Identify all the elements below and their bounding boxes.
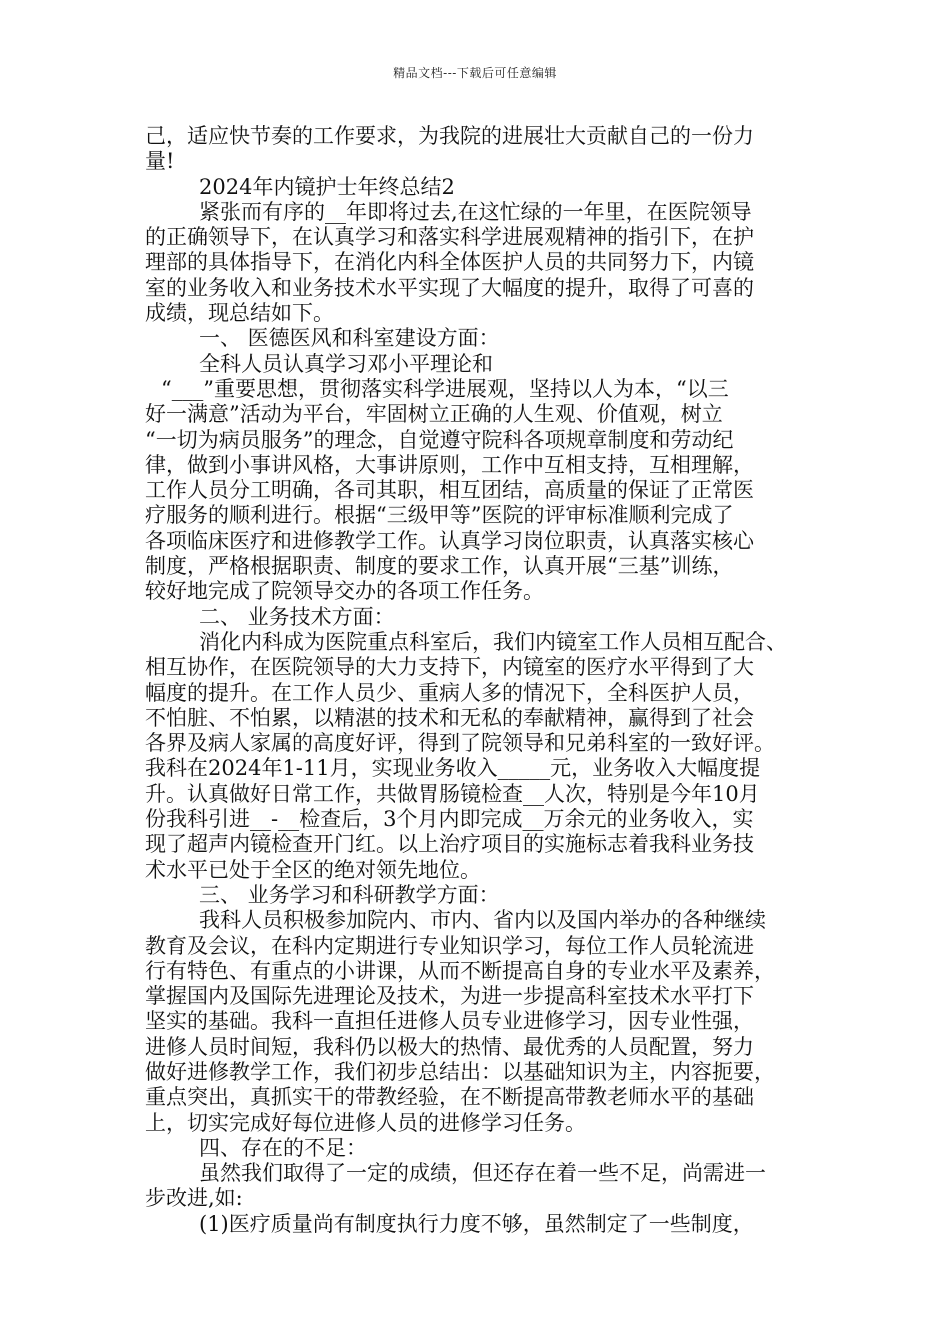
- text-line: 2024年内镜护士年终总结2: [199, 174, 455, 199]
- text-line: 行有特色、有重点的小讲课，从而不断提高自身的专业水平及素养，: [145, 958, 775, 983]
- text-line: 现了超声内镜检查开门红。以上治疗项目的实施标志着我科业务技: [145, 832, 754, 857]
- text-line: 紧张而有序的__年即将过去,在这忙绿的一年里，在医院领导: [199, 199, 752, 224]
- text-line: 律，做到小事讲风格，大事讲原则，工作中互相支持，互相理解，: [145, 452, 754, 477]
- text-line: 各界及病人家属的高度好评，得到了院领导和兄弟科室的一致好评。: [145, 731, 775, 756]
- text-line: 幅度的提升。在工作人员少、重病人多的情况下，全科医护人员，: [145, 680, 754, 705]
- text-line: 重点突出，真抓实干的带教经验，在不断提高带教老师水平的基础: [145, 1085, 754, 1110]
- text-line: 室的业务收入和业务技术水平实现了大幅度的提升，取得了可喜的: [145, 275, 754, 300]
- text-line: 二、 业务技术方面：: [199, 604, 395, 629]
- text-line: 工作人员分工明确，各司其职，相互团结，高质量的保证了正常医: [145, 478, 754, 503]
- text-line: 一、 医德医风和科室建设方面：: [199, 326, 500, 351]
- text-line: 的正确领导下，在认真学习和落实科学进展观精神的指引下，在护: [145, 225, 754, 250]
- text-line: 教育及会议，在科内定期进行专业知识学习，每位工作人员轮流进: [145, 933, 754, 958]
- text-line: 各项临床医疗和进修教学工作。认真学习岗位职责，认真落实核心: [145, 528, 754, 553]
- text-line: (1)医疗质量尚有制度执行力度不够，虽然制定了一些制度，: [199, 1211, 754, 1236]
- text-line: 消化内科成为医院重点科室后，我们内镜室工作人员相互配合、: [199, 629, 787, 654]
- text-line: 步改进,如:: [145, 1186, 243, 1211]
- text-line: 掌握国内及国际先进理论及技术，为进一步提高科室技术水平打下: [145, 984, 754, 1009]
- text-line: 份我科引进__-__检查后，3个月内即完成__万余元的业务收入，实: [145, 807, 754, 832]
- text-line: 术水平已处于全区的绝对领先地位。: [145, 857, 481, 882]
- text-line: 己，适应快节奏的工作要求，为我院的进展壮大贡献自己的一份力: [145, 124, 754, 148]
- text-line: 全科人员认真学习邓小平理论和: [199, 351, 493, 376]
- text-line: 四、存在的不足：: [199, 1135, 367, 1160]
- text-line: 我科在2024年1-11月，实现业务收入_____元，业务收入大幅度提: [145, 756, 761, 781]
- text-line: 三、 业务学习和科研教学方面：: [199, 882, 500, 907]
- text-line: 制度，严格根据职责、制度的要求工作，认真开展“三基”训练，: [145, 554, 734, 579]
- text-line: 成绩，现总结如下。: [145, 301, 334, 326]
- text-line: 进修人员时间短，我科仍以极大的热情、最优秀的人员配置，努力: [145, 1034, 754, 1059]
- text-line: 量!: [145, 149, 175, 174]
- text-line: 不怕脏、不怕累，以精湛的技术和无私的奉献精神，赢得到了社会: [145, 705, 754, 730]
- text-line: “一切为病员服务”的理念，自觉遵守院科各项规章制度和劳动纪: [145, 427, 734, 452]
- text-line: 我科人员积极参加院内、市内、省内以及国内举办的各种继续: [199, 908, 766, 933]
- text-line: 升。认真做好日常工作，共做胃肠镜检查__人次，特别是今年10月: [145, 781, 760, 806]
- page-header: 精品文档---下载后可任意编辑: [393, 66, 557, 80]
- text-line: 虽然我们取得了一定的成绩，但还存在着一些不足，尚需进一: [199, 1161, 766, 1186]
- text-line: “___”重要思想，贯彻落实科学进展观，坚持以人为本，“以三: [161, 376, 729, 401]
- text-line: 相互协作，在医院领导的大力支持下，内镜室的医疗水平得到了大: [145, 655, 754, 680]
- text-line: 疗服务的顺利进行。根据“三级甲等”医院的评审标准顺利完成了: [145, 503, 734, 528]
- text-line: 理部的具体指导下，在消化内科全体医护人员的共同努力下，内镜: [145, 250, 754, 275]
- text-line: 坚实的基础。我科一直担任进修人员专业进修学习，因专业性强，: [145, 1009, 754, 1034]
- text-line: 上，切实完成好每位进修人员的进修学习任务。: [145, 1110, 586, 1135]
- document-body: [145, 124, 813, 1237]
- text-line: 好一满意”活动为平台，牢固树立正确的人生观、价值观，树立: [145, 402, 723, 427]
- text-line: 做好进修教学工作，我们初步总结出：以基础知识为主，内容扼要，: [145, 1059, 775, 1084]
- text-line: 较好地完成了院领导交办的各项工作任务。: [145, 579, 544, 604]
